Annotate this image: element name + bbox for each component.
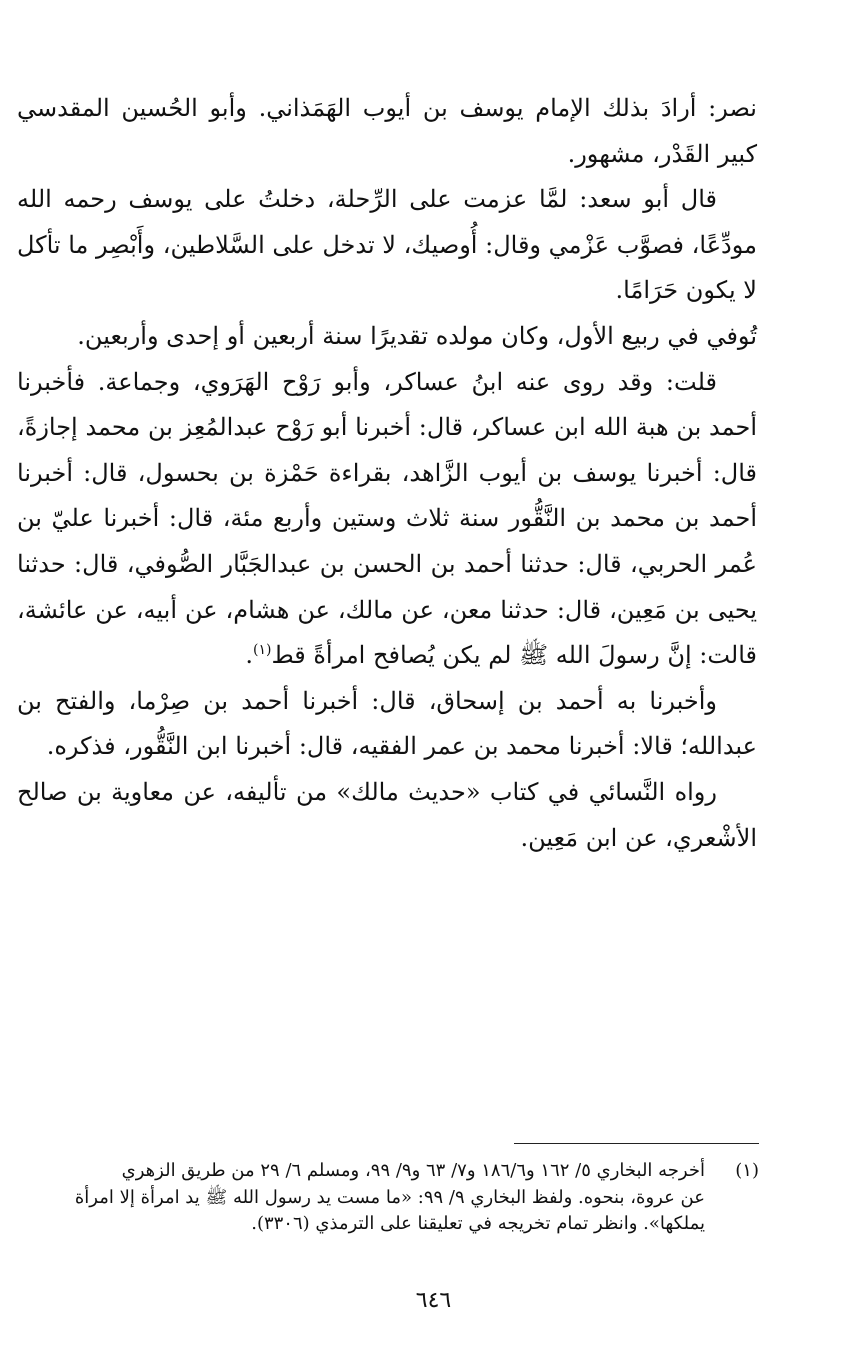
footnote-number: (١) <box>735 1160 759 1181</box>
paragraph: رواه النَّسائي في كتاب «حديث مالك» من تأليفه، عن معاوية بن صالح الأشْعري، عن ابن مَعِين. <box>17 777 757 852</box>
footnote-divider <box>514 1143 759 1144</box>
footnote-marker[interactable]: (١) <box>252 642 272 659</box>
footnote <box>17 1158 759 1238</box>
footnote-text: عن عروة، بنحوه. ولفظ البخاري ٩/ ٩٩: «ما مست يد رسول الله ﷺ يد امرأة إلا امرأة <box>74 1186 705 1208</box>
footnote-first-line <box>17 1158 759 1185</box>
paragraph: تُوفي في ربيع الأول، وكان مولده تقديرًا سنة أربعين أو إحدى وأربعين. <box>77 321 757 350</box>
paragraph: قال أبو سعد: لمَّا عزمت على الرِّحلة، دخلتُ على يوسف رحمه الله مودِّعًا، فصوَّب عَزْمي وقال: أُوصيك، لا تدخل على السَّلاطين، وأَبْصِر ما تأكل لا يكون حَرَامًا. <box>17 185 757 305</box>
main-text <box>17 86 757 861</box>
paragraph-hadith <box>17 360 757 679</box>
footnote-text: أخرجه البخاري ٥/ ١٦٢ و١٨٦/٦ و٧/ ٦٣ و٩/ ٩٩، ومسلم ٦/ ٢٩ من طريق الزهري <box>121 1160 705 1181</box>
footnote-text: يملكها». وانظر تمام تخريجه في تعليقنا على الترمذي (٣٣٠٦). <box>251 1213 705 1234</box>
paragraph: نصر: أرادَ بذلك الإمام يوسف بن أيوب الهَمَذاني. وأبو الحُسين المقدسي كبير القَدْر، مشهور. <box>17 94 757 168</box>
paragraph-text: قلت: وقد روى عنه ابنُ عساكر، وأبو رَوْح الهَرَوي، وجماعة. فأخبرنا أحمد بن هبة الله ابن عساكر، قال: أخبرنا أبو رَوْح عبدالمُعِز بن محمد إجازةً، قال: أخبرنا يوسف بن أيوب الزَّاهد، بقراءة حَمْزة بن بحسول، قال: أخبرنا أحمد بن محمد بن النَّقُّور سنة ثلاث وستين وأربع مئة، قال: أخبرنا عليّ بن عُمر الحربي، قال: حدثنا أحمد بن الحسن بن عبدالجَبَّار الصُّوفي، قال: حدثنا يحيى بن مَعِين، قال: حدثنا معن، عن مالك، عن هشام، عن أبيه، عن عائشة، قالت: إنَّ رسولَ الله ﷺ لم يكن يُصافح امرأةً قط <box>17 367 758 670</box>
page-number: ٦٤٦ <box>415 1288 452 1313</box>
paragraph-end: . <box>245 641 253 670</box>
paragraph: وأخبرنا به أحمد بن إسحاق، قال: أخبرنا أحمد بن صِرْما، والفتح بن عبدالله؛ قالا: أخبرنا محمد بن عمر الفقيه، قال: أخبرنا ابن النَّقُّور، فذكره. <box>17 686 757 761</box>
